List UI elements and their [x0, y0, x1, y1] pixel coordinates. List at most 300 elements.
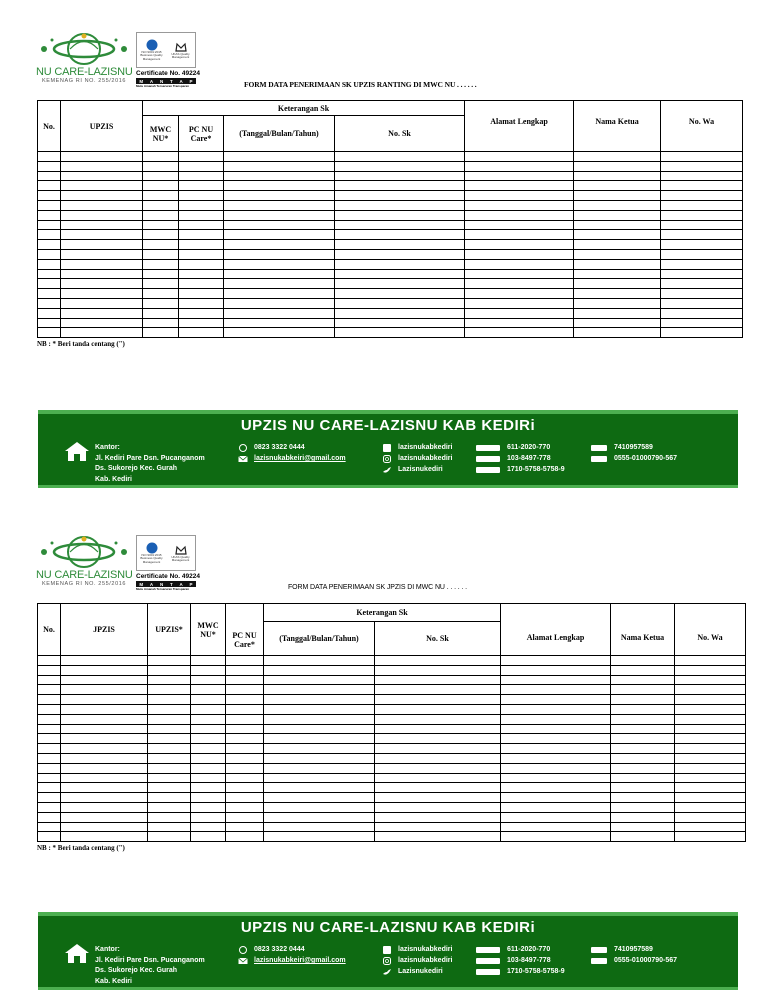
table-cell[interactable] [574, 289, 661, 299]
table-cell[interactable] [226, 695, 264, 705]
table-cell[interactable] [179, 191, 224, 201]
table-cell[interactable] [375, 704, 501, 714]
table-cell[interactable] [264, 714, 375, 724]
table-cell[interactable] [38, 695, 61, 705]
table-cell[interactable] [191, 685, 226, 695]
table-cell[interactable] [264, 812, 375, 822]
table-cell[interactable] [264, 793, 375, 803]
table-cell[interactable] [148, 763, 191, 773]
table-cell[interactable] [574, 191, 661, 201]
table-cell[interactable] [61, 161, 143, 171]
table-cell[interactable] [264, 763, 375, 773]
table-cell[interactable] [675, 793, 746, 803]
table-cell[interactable] [224, 269, 335, 279]
table-cell[interactable] [38, 200, 61, 210]
table-cell[interactable] [611, 773, 675, 783]
table-cell[interactable] [675, 665, 746, 675]
table-cell[interactable] [574, 181, 661, 191]
table-cell[interactable] [501, 685, 611, 695]
table-cell[interactable] [143, 259, 179, 269]
table-cell[interactable] [191, 714, 226, 724]
table-cell[interactable] [38, 298, 61, 308]
table-cell[interactable] [661, 259, 743, 269]
table-cell[interactable] [611, 724, 675, 734]
table-cell[interactable] [61, 714, 148, 724]
table-cell[interactable] [675, 656, 746, 666]
table-cell[interactable] [661, 171, 743, 181]
table-cell[interactable] [661, 279, 743, 289]
table-cell[interactable] [38, 279, 61, 289]
table-cell[interactable] [38, 704, 61, 714]
table-cell[interactable] [179, 220, 224, 230]
table-cell[interactable] [675, 802, 746, 812]
table-cell[interactable] [675, 704, 746, 714]
table-cell[interactable] [611, 753, 675, 763]
table-cell[interactable] [465, 269, 574, 279]
table-cell[interactable] [148, 734, 191, 744]
table-cell[interactable] [574, 249, 661, 259]
table-cell[interactable] [661, 289, 743, 299]
table-cell[interactable] [574, 230, 661, 240]
table-cell[interactable] [226, 704, 264, 714]
table-cell[interactable] [465, 181, 574, 191]
table-cell[interactable] [38, 724, 61, 734]
table-cell[interactable] [465, 298, 574, 308]
table-cell[interactable] [224, 171, 335, 181]
table-cell[interactable] [661, 298, 743, 308]
facebook-handle[interactable]: lazisnukabkediri [398, 946, 453, 953]
table-cell[interactable] [661, 152, 743, 162]
table-cell[interactable] [675, 783, 746, 793]
table-cell[interactable] [661, 191, 743, 201]
table-cell[interactable] [501, 763, 611, 773]
table-cell[interactable] [179, 249, 224, 259]
table-cell[interactable] [501, 832, 611, 842]
table-cell[interactable] [335, 200, 465, 210]
table-cell[interactable] [675, 773, 746, 783]
table-cell[interactable] [143, 240, 179, 250]
table-cell[interactable] [191, 704, 226, 714]
table-cell[interactable] [143, 191, 179, 201]
table-cell[interactable] [61, 832, 148, 842]
table-cell[interactable] [179, 152, 224, 162]
table-cell[interactable] [574, 279, 661, 289]
table-cell[interactable] [38, 685, 61, 695]
table-cell[interactable] [224, 152, 335, 162]
table-cell[interactable] [61, 152, 143, 162]
table-cell[interactable] [375, 802, 501, 812]
table-cell[interactable] [38, 753, 61, 763]
table-cell[interactable] [38, 181, 61, 191]
table-cell[interactable] [611, 656, 675, 666]
table-cell[interactable] [224, 161, 335, 171]
table-cell[interactable] [61, 249, 143, 259]
table-cell[interactable] [501, 714, 611, 724]
table-cell[interactable] [148, 724, 191, 734]
table-cell[interactable] [191, 783, 226, 793]
table-cell[interactable] [38, 308, 61, 318]
table-cell[interactable] [61, 695, 148, 705]
table-cell[interactable] [61, 812, 148, 822]
table-cell[interactable] [574, 220, 661, 230]
table-cell[interactable] [226, 822, 264, 832]
table-cell[interactable] [148, 753, 191, 763]
table-cell[interactable] [224, 210, 335, 220]
table-cell[interactable] [375, 753, 501, 763]
table-cell[interactable] [465, 161, 574, 171]
table-cell[interactable] [61, 210, 143, 220]
table-cell[interactable] [501, 773, 611, 783]
table-cell[interactable] [191, 822, 226, 832]
table-cell[interactable] [675, 724, 746, 734]
table-cell[interactable] [38, 269, 61, 279]
table-cell[interactable] [38, 822, 61, 832]
table-cell[interactable] [501, 675, 611, 685]
table-cell[interactable] [226, 773, 264, 783]
table-cell[interactable] [335, 269, 465, 279]
email-link[interactable]: lazisnukabkeiri@gmail.com [254, 957, 346, 964]
table-cell[interactable] [38, 734, 61, 744]
table-cell[interactable] [661, 210, 743, 220]
table-cell[interactable] [38, 191, 61, 201]
table-cell[interactable] [143, 230, 179, 240]
table-cell[interactable] [38, 249, 61, 259]
table-cell[interactable] [611, 685, 675, 695]
table-cell[interactable] [179, 161, 224, 171]
table-cell[interactable] [148, 802, 191, 812]
table-cell[interactable] [226, 665, 264, 675]
table-cell[interactable] [148, 793, 191, 803]
table-cell[interactable] [143, 161, 179, 171]
table-cell[interactable] [375, 714, 501, 724]
table-cell[interactable] [224, 318, 335, 328]
table-cell[interactable] [264, 695, 375, 705]
table-cell[interactable] [191, 724, 226, 734]
table-cell[interactable] [179, 279, 224, 289]
table-cell[interactable] [335, 171, 465, 181]
table-cell[interactable] [661, 161, 743, 171]
table-cell[interactable] [61, 744, 148, 754]
table-cell[interactable] [38, 328, 61, 338]
twitter-handle[interactable]: Lazisnukediri [398, 466, 443, 473]
table-cell[interactable] [375, 675, 501, 685]
facebook-handle[interactable]: lazisnukabkediri [398, 444, 453, 451]
table-cell[interactable] [501, 724, 611, 734]
table-cell[interactable] [375, 724, 501, 734]
table-cell[interactable] [465, 289, 574, 299]
table-cell[interactable] [179, 230, 224, 240]
table-cell[interactable] [611, 665, 675, 675]
table-cell[interactable] [224, 279, 335, 289]
table-cell[interactable] [224, 328, 335, 338]
table-cell[interactable] [611, 802, 675, 812]
table-cell[interactable] [143, 328, 179, 338]
table-cell[interactable] [335, 308, 465, 318]
table-cell[interactable] [38, 289, 61, 299]
table-cell[interactable] [61, 191, 143, 201]
table-cell[interactable] [61, 308, 143, 318]
table-cell[interactable] [661, 181, 743, 191]
table-cell[interactable] [465, 230, 574, 240]
table-cell[interactable] [501, 734, 611, 744]
table-cell[interactable] [191, 695, 226, 705]
table-cell[interactable] [61, 783, 148, 793]
table-cell[interactable] [611, 744, 675, 754]
table-cell[interactable] [264, 724, 375, 734]
table-cell[interactable] [148, 714, 191, 724]
table-cell[interactable] [264, 685, 375, 695]
table-cell[interactable] [465, 210, 574, 220]
table-cell[interactable] [375, 656, 501, 666]
table-cell[interactable] [226, 763, 264, 773]
table-cell[interactable] [224, 181, 335, 191]
table-cell[interactable] [375, 812, 501, 822]
table-cell[interactable] [574, 161, 661, 171]
table-cell[interactable] [264, 656, 375, 666]
table-cell[interactable] [675, 695, 746, 705]
table-cell[interactable] [143, 181, 179, 191]
twitter-handle[interactable]: Lazisnukediri [398, 968, 443, 975]
table-cell[interactable] [501, 822, 611, 832]
table-cell[interactable] [335, 220, 465, 230]
table-cell[interactable] [611, 832, 675, 842]
table-cell[interactable] [148, 832, 191, 842]
table-cell[interactable] [335, 318, 465, 328]
table-cell[interactable] [661, 328, 743, 338]
table-cell[interactable] [574, 269, 661, 279]
table-cell[interactable] [675, 812, 746, 822]
instagram-handle[interactable]: lazisnukabkediri [398, 455, 453, 462]
table-cell[interactable] [191, 832, 226, 842]
table-cell[interactable] [661, 318, 743, 328]
table-cell[interactable] [224, 200, 335, 210]
table-cell[interactable] [675, 822, 746, 832]
table-cell[interactable] [224, 249, 335, 259]
table-cell[interactable] [335, 191, 465, 201]
table-cell[interactable] [191, 675, 226, 685]
table-cell[interactable] [38, 763, 61, 773]
table-cell[interactable] [61, 289, 143, 299]
table-cell[interactable] [335, 240, 465, 250]
table-cell[interactable] [611, 812, 675, 822]
table-cell[interactable] [148, 695, 191, 705]
table-cell[interactable] [143, 210, 179, 220]
table-cell[interactable] [179, 318, 224, 328]
table-cell[interactable] [179, 171, 224, 181]
table-cell[interactable] [574, 171, 661, 181]
table-cell[interactable] [501, 753, 611, 763]
table-cell[interactable] [226, 714, 264, 724]
table-cell[interactable] [61, 181, 143, 191]
table-cell[interactable] [61, 734, 148, 744]
table-cell[interactable] [611, 704, 675, 714]
table-cell[interactable] [61, 665, 148, 675]
table-cell[interactable] [675, 763, 746, 773]
table-cell[interactable] [375, 793, 501, 803]
table-cell[interactable] [61, 269, 143, 279]
table-cell[interactable] [61, 230, 143, 240]
table-cell[interactable] [38, 675, 61, 685]
table-cell[interactable] [226, 656, 264, 666]
table-cell[interactable] [465, 308, 574, 318]
table-cell[interactable] [335, 181, 465, 191]
table-cell[interactable] [611, 675, 675, 685]
table-cell[interactable] [38, 812, 61, 822]
table-cell[interactable] [38, 161, 61, 171]
table-cell[interactable] [224, 308, 335, 318]
table-cell[interactable] [226, 744, 264, 754]
table-cell[interactable] [148, 665, 191, 675]
table-cell[interactable] [224, 230, 335, 240]
table-cell[interactable] [611, 734, 675, 744]
table-cell[interactable] [61, 298, 143, 308]
table-cell[interactable] [191, 802, 226, 812]
table-cell[interactable] [611, 822, 675, 832]
table-cell[interactable] [611, 783, 675, 793]
table-cell[interactable] [38, 783, 61, 793]
table-cell[interactable] [264, 675, 375, 685]
table-cell[interactable] [143, 249, 179, 259]
table-cell[interactable] [148, 675, 191, 685]
table-cell[interactable] [61, 656, 148, 666]
table-cell[interactable] [148, 685, 191, 695]
table-cell[interactable] [38, 259, 61, 269]
table-cell[interactable] [375, 773, 501, 783]
table-cell[interactable] [61, 685, 148, 695]
table-cell[interactable] [661, 240, 743, 250]
table-cell[interactable] [224, 289, 335, 299]
table-cell[interactable] [61, 171, 143, 181]
table-cell[interactable] [143, 152, 179, 162]
table-cell[interactable] [61, 802, 148, 812]
table-cell[interactable] [179, 210, 224, 220]
table-cell[interactable] [661, 308, 743, 318]
table-cell[interactable] [226, 753, 264, 763]
table-cell[interactable] [224, 220, 335, 230]
table-cell[interactable] [335, 298, 465, 308]
table-cell[interactable] [38, 656, 61, 666]
table-cell[interactable] [675, 675, 746, 685]
table-cell[interactable] [61, 318, 143, 328]
table-cell[interactable] [375, 822, 501, 832]
table-cell[interactable] [191, 734, 226, 744]
table-cell[interactable] [465, 279, 574, 289]
table-cell[interactable] [179, 328, 224, 338]
table-cell[interactable] [335, 328, 465, 338]
table-cell[interactable] [38, 773, 61, 783]
table-cell[interactable] [375, 695, 501, 705]
table-cell[interactable] [38, 665, 61, 675]
table-cell[interactable] [148, 773, 191, 783]
table-cell[interactable] [224, 259, 335, 269]
table-cell[interactable] [226, 734, 264, 744]
table-cell[interactable] [143, 289, 179, 299]
table-cell[interactable] [375, 763, 501, 773]
table-cell[interactable] [38, 802, 61, 812]
table-cell[interactable] [143, 171, 179, 181]
table-cell[interactable] [191, 753, 226, 763]
table-cell[interactable] [501, 793, 611, 803]
table-cell[interactable] [661, 200, 743, 210]
table-cell[interactable] [335, 289, 465, 299]
table-cell[interactable] [148, 704, 191, 714]
table-cell[interactable] [465, 259, 574, 269]
table-cell[interactable] [375, 734, 501, 744]
table-cell[interactable] [661, 230, 743, 240]
table-cell[interactable] [191, 763, 226, 773]
table-cell[interactable] [61, 675, 148, 685]
table-cell[interactable] [61, 279, 143, 289]
table-cell[interactable] [38, 210, 61, 220]
table-cell[interactable] [375, 832, 501, 842]
table-cell[interactable] [264, 753, 375, 763]
table-cell[interactable] [661, 220, 743, 230]
table-cell[interactable] [226, 783, 264, 793]
table-cell[interactable] [264, 744, 375, 754]
table-cell[interactable] [465, 328, 574, 338]
table-cell[interactable] [264, 773, 375, 783]
table-cell[interactable] [179, 269, 224, 279]
table-cell[interactable] [335, 152, 465, 162]
table-cell[interactable] [264, 822, 375, 832]
table-cell[interactable] [501, 704, 611, 714]
table-cell[interactable] [465, 240, 574, 250]
table-cell[interactable] [191, 665, 226, 675]
table-cell[interactable] [675, 734, 746, 744]
table-cell[interactable] [375, 665, 501, 675]
table-cell[interactable] [611, 714, 675, 724]
instagram-handle[interactable]: lazisnukabkediri [398, 957, 453, 964]
table-cell[interactable] [224, 191, 335, 201]
table-cell[interactable] [148, 656, 191, 666]
table-cell[interactable] [375, 783, 501, 793]
table-cell[interactable] [148, 822, 191, 832]
table-cell[interactable] [38, 832, 61, 842]
table-cell[interactable] [675, 753, 746, 763]
table-cell[interactable] [226, 832, 264, 842]
table-cell[interactable] [465, 171, 574, 181]
email-link[interactable]: lazisnukabkeiri@gmail.com [254, 455, 346, 462]
table-cell[interactable] [465, 200, 574, 210]
table-cell[interactable] [675, 744, 746, 754]
table-cell[interactable] [574, 240, 661, 250]
table-cell[interactable] [501, 802, 611, 812]
table-cell[interactable] [179, 298, 224, 308]
table-cell[interactable] [375, 744, 501, 754]
table-cell[interactable] [574, 298, 661, 308]
table-cell[interactable] [179, 240, 224, 250]
table-cell[interactable] [501, 783, 611, 793]
table-cell[interactable] [574, 152, 661, 162]
table-cell[interactable] [38, 714, 61, 724]
table-cell[interactable] [574, 308, 661, 318]
table-cell[interactable] [465, 249, 574, 259]
table-cell[interactable] [335, 230, 465, 240]
table-cell[interactable] [611, 695, 675, 705]
table-cell[interactable] [465, 152, 574, 162]
table-cell[interactable] [61, 240, 143, 250]
table-cell[interactable] [143, 220, 179, 230]
table-cell[interactable] [179, 259, 224, 269]
table-cell[interactable] [191, 793, 226, 803]
table-cell[interactable] [38, 744, 61, 754]
table-cell[interactable] [465, 191, 574, 201]
table-cell[interactable] [264, 704, 375, 714]
table-cell[interactable] [191, 744, 226, 754]
table-cell[interactable] [501, 812, 611, 822]
table-cell[interactable] [61, 724, 148, 734]
table-cell[interactable] [675, 685, 746, 695]
